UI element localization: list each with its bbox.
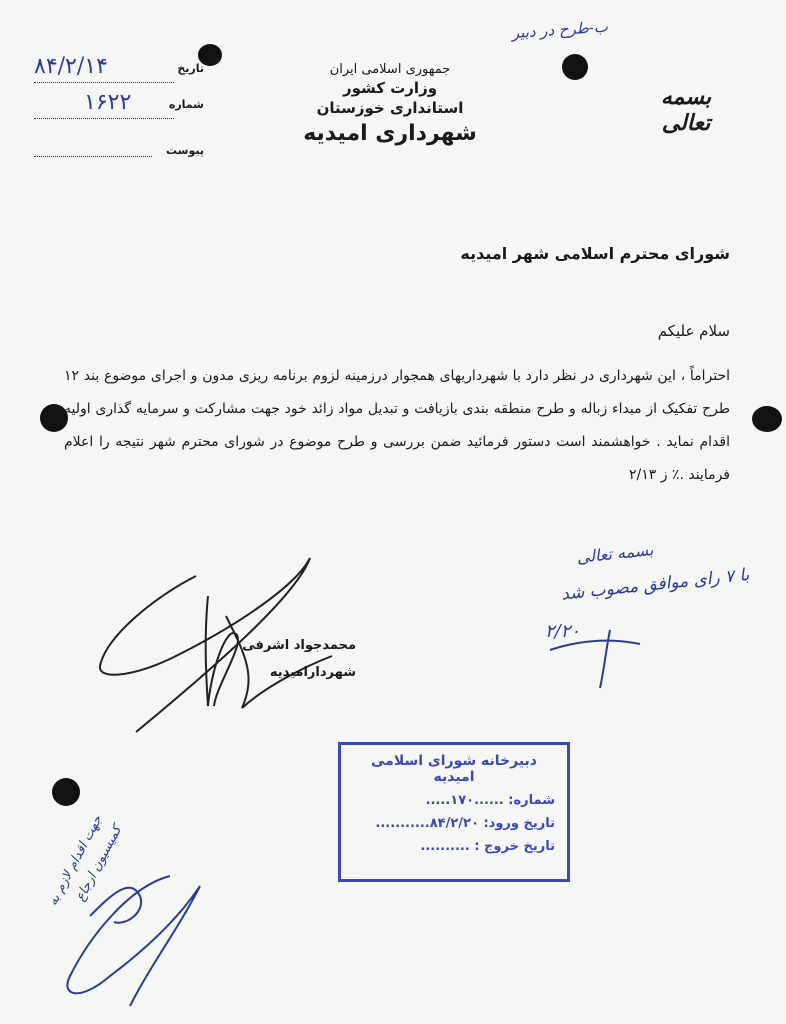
stamp-number: شماره: ......۱۷۰..... [425, 793, 555, 808]
date-dotted-line [34, 82, 174, 83]
council-note-basmala: بسمه تعالی [575, 540, 655, 567]
number-dotted-line [34, 118, 174, 119]
date-label: تاریخ [177, 62, 204, 75]
date-value: ۸۴/۲/۱۴ [34, 54, 108, 79]
council-handwritten-note [480, 540, 751, 642]
punch-hole-top [562, 54, 588, 80]
punch-hole-right [752, 406, 782, 432]
council-note-date: ۲/۲۰ [544, 621, 580, 642]
top-handwritten-note: ب-طرح در دبیر [511, 17, 609, 43]
stamp-entry-date: تاریخ ورود: ۸۴/۲/۲۰........... [375, 816, 555, 831]
stamp-title: دبیرخانه شورای اسلامی امیدیه [371, 753, 537, 785]
signatory [220, 638, 356, 680]
letterhead-line-governorate: استانداری خوزستان [316, 99, 464, 117]
letterhead-line-republic: جمهوری اسلامی ایران [329, 62, 451, 77]
letter-body: احتراماً ، این شهرداری در نظر دارد با شهرداریهای همجوار درزمینه لزوم برنامه ریزی مدون و اجرای موضوع بند ۱۲ طرح تفکیک از مبداء زباله و طرح منطقه بندی بازیافت و تبدیل مواد زائد خود جهت مشارکت و سرمایه گذاری اولیه اقدام نماید . خواهشمند است دستور فرمائید ضمن بررسی و طرح موضوع در شورای محترم شهر نتیجه را اعلام فرمایند .٪ ز ۲/۱۳ [64, 368, 730, 483]
attachment-dotted-line [34, 156, 152, 157]
number-label: شماره [168, 98, 204, 111]
recipient: شورای محترم اسلامی شهر امیدیه [460, 244, 730, 263]
council-note-approval: با ۷ رای موافق مصوب شد [560, 564, 751, 605]
letterhead [290, 62, 490, 146]
letterhead-line-municipality: شهرداری امیدیه [303, 121, 477, 146]
punch-hole-bottom-left [52, 778, 80, 806]
council-secretariat-stamp [338, 742, 570, 882]
margin-signature-scribble [30, 856, 230, 1016]
greeting: سلام علیکم [657, 322, 730, 340]
stamp-exit-date: تاریخ خروج : .......... [420, 839, 555, 854]
council-note-stroke [540, 630, 660, 690]
basmala: بسمه تعالی [660, 84, 712, 136]
letterhead-line-ministry: وزارت کشور [342, 79, 438, 97]
signatory-title: شهردارامیدیه [269, 665, 356, 680]
meta-attachment-row [34, 142, 204, 162]
margin-handwritten-note: جهت اقدام لازم به کمیسیون ارجاع [45, 813, 126, 909]
meta-date-row [34, 54, 204, 82]
attachment-label: پیوست [166, 144, 204, 157]
number-value: ۱۶۲۲ [84, 90, 132, 115]
signatory-name: محمدجواد اشرفی [242, 638, 356, 653]
meta-number-row [34, 90, 204, 116]
